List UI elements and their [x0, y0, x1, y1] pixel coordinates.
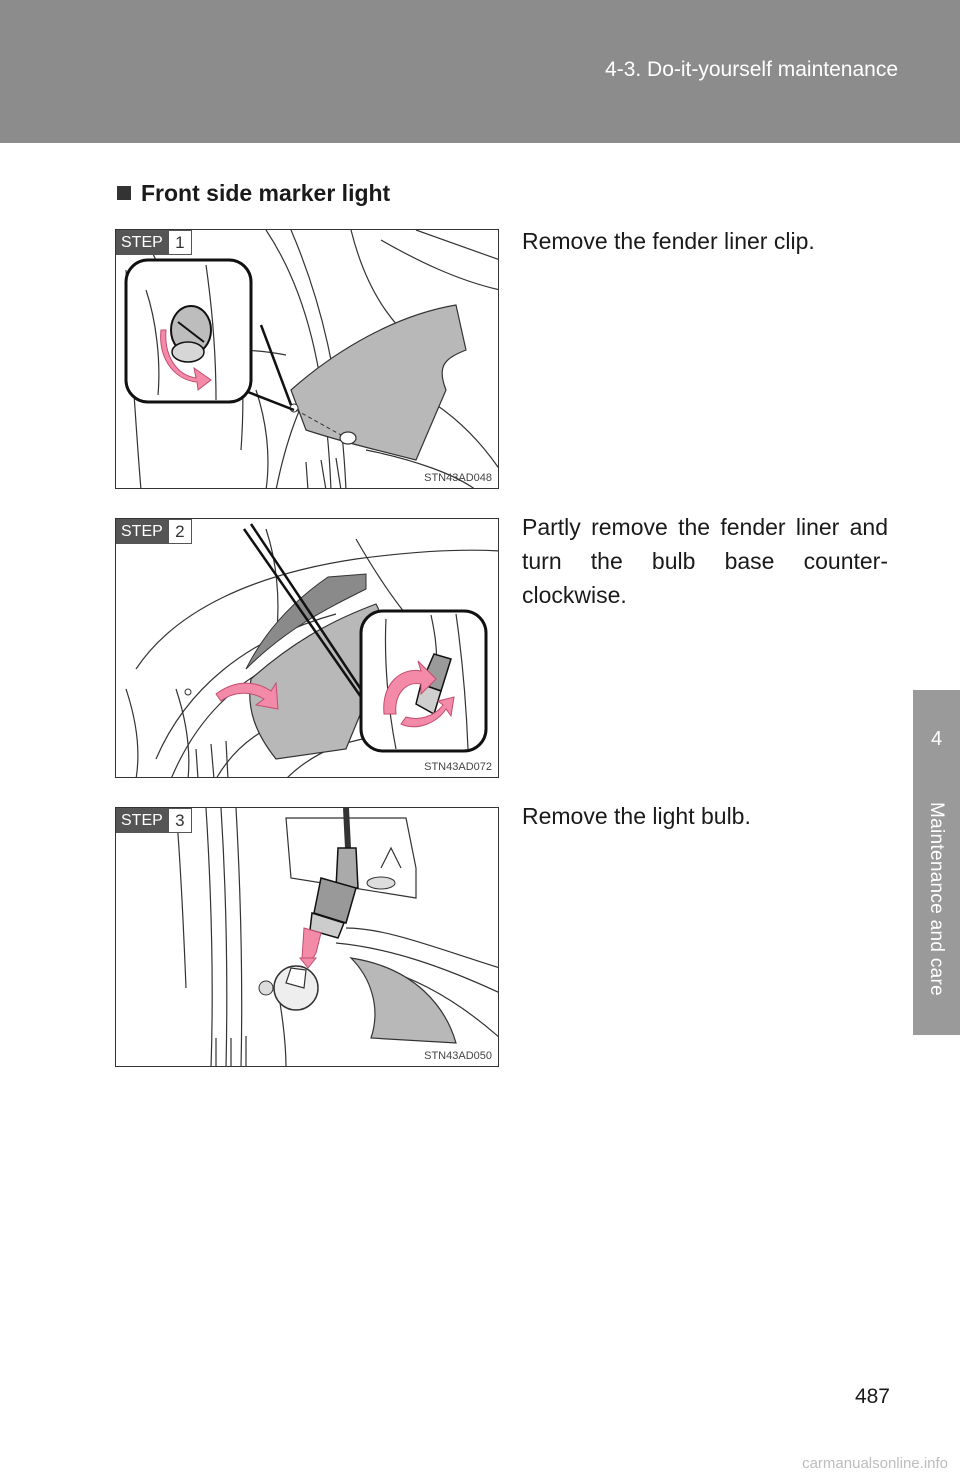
figure-step-3: [115, 807, 499, 1067]
step-word: STEP: [116, 519, 168, 544]
step-number: 2: [168, 519, 192, 544]
figure-code: STN43AD048: [424, 472, 492, 484]
figure-step-2: [115, 518, 499, 778]
step-word: STEP: [116, 230, 168, 255]
watermark: carmanualsonline.info: [802, 1455, 948, 1472]
figure-code: STN43AD050: [424, 1050, 492, 1062]
fender-clip-illustration: [116, 230, 499, 489]
step-word: STEP: [116, 808, 168, 833]
chapter-side-tab: [913, 690, 960, 1035]
figure-step-1: [115, 229, 499, 489]
page-number: 487: [854, 1385, 890, 1408]
step-3-instruction: Remove the light bulb.: [522, 803, 751, 829]
page-header: [0, 0, 960, 143]
header-title: 4-3. Do-it-yourself maintenance: [605, 58, 898, 81]
figure-code: STN43AD072: [424, 761, 492, 773]
step-1-instruction: Remove the fender liner clip.: [522, 228, 815, 254]
step-badge: [116, 519, 192, 544]
step-number: 1: [168, 230, 192, 255]
step-badge: [116, 808, 192, 833]
fender-liner-bulb-base-illustration: [116, 519, 499, 778]
section-title-text: Front side marker light: [141, 180, 391, 206]
light-bulb-removal-illustration: [116, 808, 499, 1067]
chapter-label: Maintenance and care: [926, 802, 947, 997]
section-title: [117, 180, 390, 207]
step-2-instruction: Partly remove the fender liner and turn the bulb base counter-clockwise.: [522, 514, 888, 608]
step-number: 3: [168, 808, 192, 833]
step-badge: [116, 230, 192, 255]
square-bullet-icon: [117, 186, 131, 200]
chapter-number: 4: [930, 728, 943, 750]
